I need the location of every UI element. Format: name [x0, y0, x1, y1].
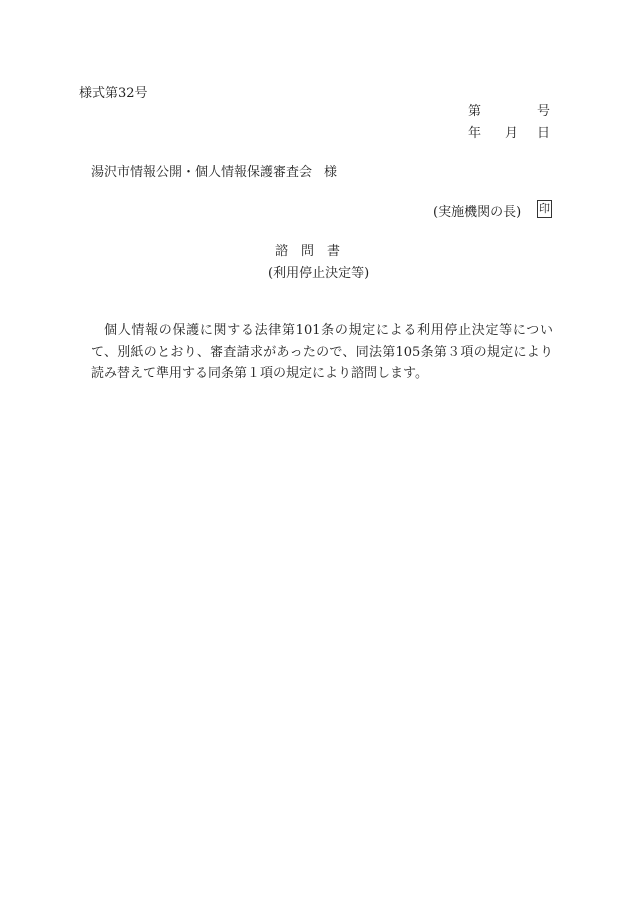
- addressee-name: 湯沢市情報公開・個人情報保護審査会: [91, 165, 313, 180]
- date-day: 日: [536, 126, 550, 141]
- addressee: [91, 161, 337, 180]
- addressee-honorific: 様: [324, 165, 338, 180]
- document-number-prefix: 第: [468, 104, 482, 119]
- document-subtitle: (利用停止決定等): [268, 266, 370, 281]
- date-month: 月: [505, 126, 519, 141]
- seal-mark: 印: [537, 200, 552, 218]
- form-number: 様式第32号: [79, 86, 148, 101]
- date-year: 年: [468, 126, 482, 141]
- title-char-2: 問: [301, 244, 315, 259]
- sender-label: (実施機関の長): [433, 205, 522, 220]
- title-char-1: 諮: [275, 244, 289, 259]
- document-title: [275, 240, 340, 259]
- document-number-suffix: 号: [536, 104, 550, 119]
- body-paragraph: 個人情報の保護に関する法律第101条の規定による利用停止決定等について、別紙のとおり、審査請求があったので、同法第105条第３項の規定により読み替えて準用する同条第１項の規定により諮問します。: [91, 323, 553, 381]
- title-char-3: 書: [327, 244, 341, 259]
